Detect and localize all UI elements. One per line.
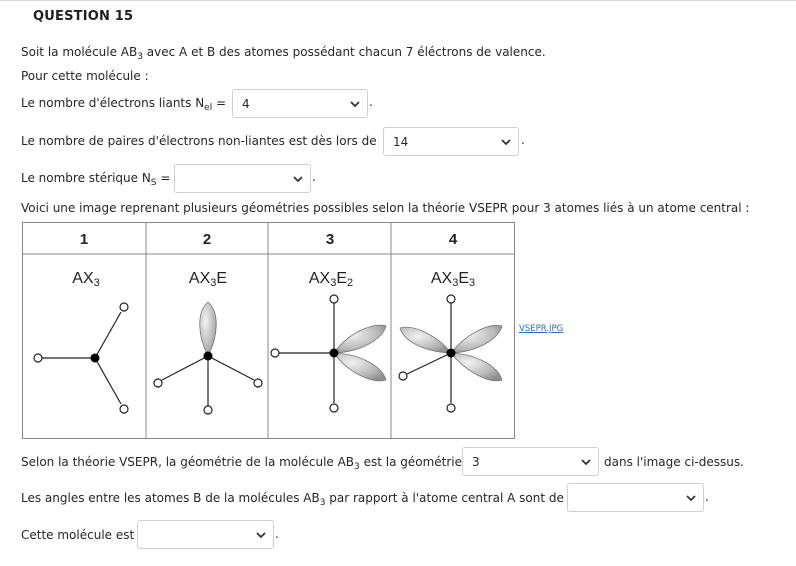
geometrie-select[interactable] bbox=[462, 447, 599, 476]
formula-ax3e3: AX3E3 bbox=[430, 270, 476, 289]
q6-label: Cette molécule est bbox=[21, 528, 135, 542]
formula-ax3e: AX3E bbox=[188, 270, 228, 289]
chevron-down-icon bbox=[255, 529, 267, 541]
chevron-down-icon bbox=[349, 98, 361, 110]
period: . bbox=[705, 490, 709, 504]
q4-after: dans l'image ci-dessus. bbox=[604, 455, 744, 469]
period: . bbox=[369, 95, 373, 109]
q4-label: Selon la théorie VSEPR, la géométrie de la molécule $AB_3$ est la géométrie bbox=[21, 455, 463, 472]
col-header-3: 3 bbox=[325, 231, 335, 248]
intro-line-2: Pour cette molécule : bbox=[21, 69, 149, 83]
col-header-1: 1 bbox=[79, 231, 89, 248]
chevron-down-icon bbox=[580, 456, 592, 468]
period: . bbox=[275, 527, 279, 541]
chevron-down-icon bbox=[685, 492, 697, 504]
chevron-down-icon bbox=[292, 173, 304, 185]
question-title: QUESTION 15 bbox=[33, 9, 134, 24]
top-divider bbox=[0, 0, 796, 1]
angles-select[interactable] bbox=[567, 483, 704, 512]
col-header-4: 4 bbox=[448, 231, 458, 248]
period: . bbox=[521, 133, 525, 147]
q2-label: Le nombre de paires d'électrons non-liantes est dès lors de bbox=[21, 134, 377, 148]
molecule-type-select[interactable] bbox=[137, 520, 274, 549]
intro-line-1: Soit la molécule $AB_3$ avec A et B des atomes possédant chacun 7 éléctrons de valence. bbox=[21, 45, 546, 62]
select-value: 3 bbox=[472, 455, 480, 469]
select-value: 4 bbox=[242, 97, 250, 111]
q5-label: Les angles entre les atomes B de la molécules $AB_3$ par rapport à l'atome central A sont de bbox=[21, 491, 564, 508]
vsepr-image-link[interactable]: VSEPR.JPG bbox=[519, 324, 564, 334]
col-header-2: 2 bbox=[202, 231, 212, 248]
q3-label: Le nombre stérique $N_S$ = bbox=[21, 171, 171, 188]
electrons-liants-select[interactable] bbox=[232, 89, 368, 118]
q1-label: Le nombre d'électrons liants $N_{el}$ = bbox=[21, 96, 227, 113]
period: . bbox=[312, 170, 316, 184]
formula-ax3: AX3 bbox=[72, 270, 100, 289]
paires-non-liantes-select[interactable] bbox=[383, 127, 519, 156]
vsepr-geometries-image bbox=[22, 222, 515, 439]
chevron-down-icon bbox=[500, 136, 512, 148]
vsepr-intro: Voici une image reprenant plusieurs géométries possibles selon la théorie VSEPR pour 3 atomes liés à un atome central : bbox=[21, 201, 750, 215]
nombre-sterique-select[interactable] bbox=[174, 164, 311, 193]
select-value: 14 bbox=[393, 135, 409, 149]
formula-ax3e2: AX3E2 bbox=[308, 270, 354, 289]
